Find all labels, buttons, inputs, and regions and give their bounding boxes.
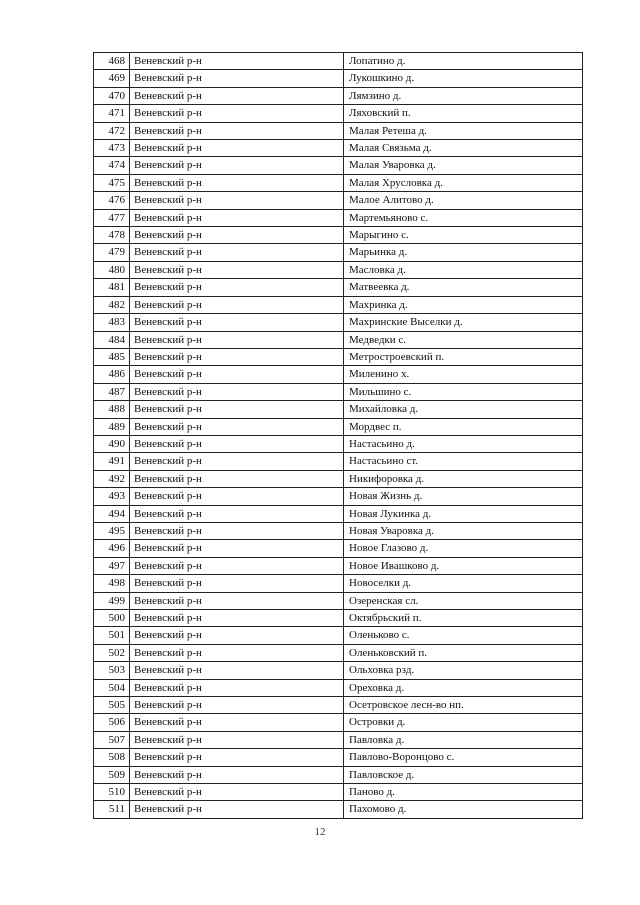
- district-cell: Веневский р-н: [130, 227, 344, 244]
- district-cell: Веневский р-н: [130, 209, 344, 226]
- district-cell: Веневский р-н: [130, 140, 344, 157]
- locality-cell: Новая Уваровка д.: [344, 522, 583, 539]
- row-number-cell: 475: [94, 174, 130, 191]
- row-number-cell: 497: [94, 557, 130, 574]
- table-row: [94, 279, 583, 296]
- table-row: [94, 209, 583, 226]
- row-number-cell: 495: [94, 522, 130, 539]
- district-cell: Веневский р-н: [130, 435, 344, 452]
- district-cell: Веневский р-н: [130, 53, 344, 70]
- row-number-cell: 476: [94, 192, 130, 209]
- row-number-cell: 489: [94, 418, 130, 435]
- locality-cell: Миленино х.: [344, 366, 583, 383]
- table-row: [94, 314, 583, 331]
- locality-cell: Метростроевский п.: [344, 348, 583, 365]
- locality-cell: Октябрьский п.: [344, 610, 583, 627]
- district-cell: Веневский р-н: [130, 714, 344, 731]
- district-cell: Веневский р-н: [130, 192, 344, 209]
- district-cell: Веневский р-н: [130, 627, 344, 644]
- row-number-cell: 474: [94, 157, 130, 174]
- district-cell: Веневский р-н: [130, 296, 344, 313]
- locality-cell: Ляховский п.: [344, 105, 583, 122]
- table-row: [94, 348, 583, 365]
- table-row: [94, 140, 583, 157]
- district-cell: Веневский р-н: [130, 644, 344, 661]
- table-row: [94, 697, 583, 714]
- table-row: [94, 87, 583, 104]
- table-row: [94, 627, 583, 644]
- district-cell: Веневский р-н: [130, 749, 344, 766]
- district-cell: Веневский р-н: [130, 784, 344, 801]
- locality-cell: Лямзино д.: [344, 87, 583, 104]
- locality-cell: Новая Жизнь д.: [344, 488, 583, 505]
- table-row: [94, 296, 583, 313]
- district-cell: Веневский р-н: [130, 366, 344, 383]
- table-row: [94, 505, 583, 522]
- row-number-cell: 491: [94, 453, 130, 470]
- locality-cell: Мордвес п.: [344, 418, 583, 435]
- row-number-cell: 478: [94, 227, 130, 244]
- row-number-cell: 482: [94, 296, 130, 313]
- district-cell: Веневский р-н: [130, 244, 344, 261]
- locality-cell: Настасьино д.: [344, 435, 583, 452]
- table-row: [94, 105, 583, 122]
- table-row: [94, 70, 583, 87]
- locality-cell: Малая Уваровка д.: [344, 157, 583, 174]
- district-cell: Веневский р-н: [130, 505, 344, 522]
- row-number-cell: 509: [94, 766, 130, 783]
- district-cell: Веневский р-н: [130, 105, 344, 122]
- row-number-cell: 507: [94, 731, 130, 748]
- locality-cell: Ореховка д.: [344, 679, 583, 696]
- locality-cell: Малая Хрусловка д.: [344, 174, 583, 191]
- locality-table-body: [94, 53, 583, 819]
- row-number-cell: 490: [94, 435, 130, 452]
- table-row: [94, 261, 583, 278]
- row-number-cell: 511: [94, 801, 130, 818]
- locality-cell: Матвеевка д.: [344, 279, 583, 296]
- table-row: [94, 453, 583, 470]
- district-cell: Веневский р-н: [130, 679, 344, 696]
- row-number-cell: 488: [94, 401, 130, 418]
- table-row: [94, 662, 583, 679]
- table-row: [94, 522, 583, 539]
- locality-cell: Марыгино с.: [344, 227, 583, 244]
- locality-cell: Малое Алитово д.: [344, 192, 583, 209]
- district-cell: Веневский р-н: [130, 766, 344, 783]
- district-cell: Веневский р-н: [130, 731, 344, 748]
- district-cell: Веневский р-н: [130, 488, 344, 505]
- table-row: [94, 122, 583, 139]
- locality-cell: Мартемьяново с.: [344, 209, 583, 226]
- table-row: [94, 488, 583, 505]
- district-cell: Веневский р-н: [130, 331, 344, 348]
- table-row: [94, 331, 583, 348]
- table-row: [94, 557, 583, 574]
- table-row: [94, 470, 583, 487]
- row-number-cell: 498: [94, 575, 130, 592]
- district-cell: Веневский р-н: [130, 592, 344, 609]
- district-cell: Веневский р-н: [130, 87, 344, 104]
- locality-cell: Паново д.: [344, 784, 583, 801]
- row-number-cell: 477: [94, 209, 130, 226]
- table-row: [94, 174, 583, 191]
- row-number-cell: 487: [94, 383, 130, 400]
- table-row: [94, 679, 583, 696]
- locality-cell: Михайловка д.: [344, 401, 583, 418]
- district-cell: Веневский р-н: [130, 522, 344, 539]
- row-number-cell: 499: [94, 592, 130, 609]
- row-number-cell: 484: [94, 331, 130, 348]
- district-cell: Веневский р-н: [130, 401, 344, 418]
- row-number-cell: 483: [94, 314, 130, 331]
- locality-cell: Павлово-Воронцово с.: [344, 749, 583, 766]
- district-cell: Веневский р-н: [130, 801, 344, 818]
- row-number-cell: 486: [94, 366, 130, 383]
- locality-cell: Павловка д.: [344, 731, 583, 748]
- row-number-cell: 469: [94, 70, 130, 87]
- locality-cell: Масловка д.: [344, 261, 583, 278]
- locality-cell: Пахомово д.: [344, 801, 583, 818]
- row-number-cell: 470: [94, 87, 130, 104]
- row-number-cell: 501: [94, 627, 130, 644]
- row-number-cell: 493: [94, 488, 130, 505]
- table-row: [94, 644, 583, 661]
- locality-cell: Новое Глазово д.: [344, 540, 583, 557]
- page-number: 12: [314, 826, 326, 838]
- row-number-cell: 504: [94, 679, 130, 696]
- locality-cell: Медведки с.: [344, 331, 583, 348]
- row-number-cell: 510: [94, 784, 130, 801]
- district-cell: Веневский р-н: [130, 70, 344, 87]
- district-cell: Веневский р-н: [130, 157, 344, 174]
- row-number-cell: 471: [94, 105, 130, 122]
- table-row: [94, 749, 583, 766]
- district-cell: Веневский р-н: [130, 122, 344, 139]
- locality-cell: Павловское д.: [344, 766, 583, 783]
- locality-cell: Малая Ретеша д.: [344, 122, 583, 139]
- table-row: [94, 383, 583, 400]
- row-number-cell: 479: [94, 244, 130, 261]
- table-row: [94, 227, 583, 244]
- table-row: [94, 418, 583, 435]
- table-row: [94, 157, 583, 174]
- row-number-cell: 481: [94, 279, 130, 296]
- table-row: [94, 610, 583, 627]
- district-cell: Веневский р-н: [130, 575, 344, 592]
- locality-cell: Марьинка д.: [344, 244, 583, 261]
- table-row: [94, 366, 583, 383]
- locality-cell: Махринские Выселки д.: [344, 314, 583, 331]
- district-cell: Веневский р-н: [130, 453, 344, 470]
- table-row: [94, 731, 583, 748]
- locality-cell: Никифоровка д.: [344, 470, 583, 487]
- locality-cell: Малая Связьма д.: [344, 140, 583, 157]
- table-row: [94, 244, 583, 261]
- district-cell: Веневский р-н: [130, 557, 344, 574]
- row-number-cell: 472: [94, 122, 130, 139]
- locality-cell: Мильшино с.: [344, 383, 583, 400]
- locality-cell: Лопатино д.: [344, 53, 583, 70]
- locality-cell: Осетровское лесн-во нп.: [344, 697, 583, 714]
- row-number-cell: 468: [94, 53, 130, 70]
- district-cell: Веневский р-н: [130, 174, 344, 191]
- row-number-cell: 473: [94, 140, 130, 157]
- locality-cell: Новое Ивашково д.: [344, 557, 583, 574]
- locality-table: [93, 52, 583, 819]
- district-cell: Веневский р-н: [130, 383, 344, 400]
- table-row: [94, 53, 583, 70]
- locality-cell: Озеренская сл.: [344, 592, 583, 609]
- district-cell: Веневский р-н: [130, 348, 344, 365]
- locality-cell: Лукошкино д.: [344, 70, 583, 87]
- table-row: [94, 575, 583, 592]
- row-number-cell: 500: [94, 610, 130, 627]
- table-row: [94, 540, 583, 557]
- table-row: [94, 435, 583, 452]
- district-cell: Веневский р-н: [130, 261, 344, 278]
- locality-cell: Новая Лукинка д.: [344, 505, 583, 522]
- row-number-cell: 508: [94, 749, 130, 766]
- locality-cell: Оленьково с.: [344, 627, 583, 644]
- row-number-cell: 485: [94, 348, 130, 365]
- district-cell: Веневский р-н: [130, 418, 344, 435]
- row-number-cell: 503: [94, 662, 130, 679]
- table-row: [94, 714, 583, 731]
- locality-cell: Оленьковский п.: [344, 644, 583, 661]
- district-cell: Веневский р-н: [130, 662, 344, 679]
- table-row: [94, 401, 583, 418]
- row-number-cell: 505: [94, 697, 130, 714]
- row-number-cell: 506: [94, 714, 130, 731]
- district-cell: Веневский р-н: [130, 314, 344, 331]
- table-row: [94, 784, 583, 801]
- locality-cell: Ольховка рзд.: [344, 662, 583, 679]
- district-cell: Веневский р-н: [130, 540, 344, 557]
- row-number-cell: 502: [94, 644, 130, 661]
- table-row: [94, 192, 583, 209]
- row-number-cell: 492: [94, 470, 130, 487]
- district-cell: Веневский р-н: [130, 610, 344, 627]
- district-cell: Веневский р-н: [130, 697, 344, 714]
- row-number-cell: 494: [94, 505, 130, 522]
- row-number-cell: 480: [94, 261, 130, 278]
- table-row: [94, 801, 583, 818]
- table-row: [94, 592, 583, 609]
- locality-cell: Новоселки д.: [344, 575, 583, 592]
- locality-cell: Настасьино ст.: [344, 453, 583, 470]
- table-row: [94, 766, 583, 783]
- locality-cell: Островки д.: [344, 714, 583, 731]
- district-cell: Веневский р-н: [130, 470, 344, 487]
- locality-cell: Махринка д.: [344, 296, 583, 313]
- district-cell: Веневский р-н: [130, 279, 344, 296]
- row-number-cell: 496: [94, 540, 130, 557]
